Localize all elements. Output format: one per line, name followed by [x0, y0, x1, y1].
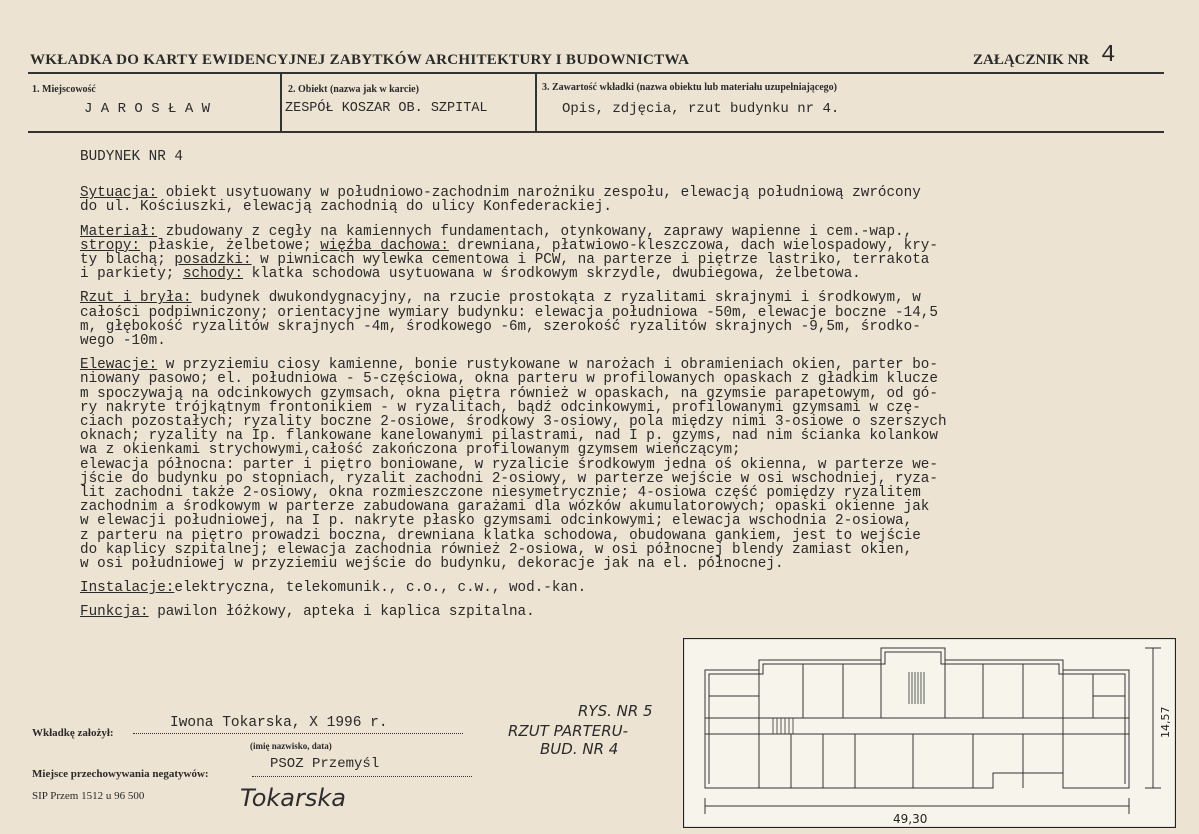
header-rule-bottom [28, 131, 1164, 133]
text-line: m, głębokość ryzalitów skrajnych -4m, środkowego -6m, szerokość ryzalitów skrajnych -9,5m, środko- [80, 318, 921, 335]
storage-dotted-line [252, 776, 472, 778]
text-line: oknach; ryzality na Ip. flankowane kanelowanymi pilastrami, nad I p. gzyms, nad nim ścianka kolankow [80, 428, 938, 445]
text-line: płaskie, żelbetowe; [140, 237, 321, 254]
label-posadzki: posadzki: [174, 252, 252, 269]
field-2-label: 2. Obiekt (nazwa jak w karcie) [288, 84, 419, 95]
field-1-label: 1. Miejscowość [32, 84, 96, 95]
label-stropy: stropy: [80, 237, 141, 254]
annex-label: ZAŁĄCZNIK NR [973, 52, 1090, 68]
text-line: w piwnicach wylewka cementowa i PCW, na parterze i piętrze lastriko, terrakota [251, 252, 930, 269]
text-line: do kaplicy szpitalnej; elewacja zachodnia również 2-osiowa, w osi północnej blendy zamiast okien, [80, 541, 913, 558]
signature: Tokarska [240, 784, 346, 812]
print-info: SIP Przem 1512 u 96 500 [32, 790, 145, 802]
text-line: lit zachodni także 2-osiowy, okna rozmieszczone niesymetrycznie; 4-osiowa część pomiędzy ryzalitem [80, 485, 921, 502]
text-line: m spoczywają na odcinkowych gzymsach, okna piętra również w opaskach, na gzymsie parapetowym, od gó- [80, 385, 938, 402]
storage-value: PSOZ Przemyśl [270, 756, 380, 772]
text-line: pawilon łóżkowy, apteka i kaplica szpitalna. [148, 604, 535, 621]
label-rzut: Rzut i bryła: [80, 290, 192, 307]
drawing-caption-3: BUD. NR 4 [540, 740, 619, 758]
paragraph-instalacje [80, 581, 1100, 595]
text-line: ty blachą; [80, 252, 175, 269]
storage-label: Miejsce przechowywania negatywów: [32, 768, 209, 780]
annex-number: 4 [1101, 42, 1116, 69]
label-material: Materiał: [80, 223, 158, 240]
text-line: ry nakryte trójkątnym frontonikiem - w ryzalitach, bądź odcinkowymi, profilowanymi gzymsami w czę- [80, 399, 921, 416]
paragraph-funkcja [80, 605, 1100, 619]
drawing-caption-1: RYS. NR 5 [578, 702, 653, 720]
text-line: elewacja północna: parter i piętro boniowane, w ryzalicie środkowym jedna oś okienna, w parterze we- [80, 456, 938, 473]
width-dimension-label: 49,30 [893, 812, 928, 826]
author-value: Iwona Tokarska, X 1996 r. [170, 715, 388, 731]
label-funkcja: Funkcja: [80, 604, 149, 621]
text-line: z parteru na piętro prowadzi boczna, drewniana klatka schodowa, obudowana gankiem, jest to wejście [80, 527, 921, 544]
author-dotted-line [133, 733, 463, 735]
section-heading: BUDYNEK NR 4 [80, 149, 183, 165]
label-sytuacja: Sytuacja: [80, 185, 158, 202]
text-line: niowany pasowo; el. południowa - 5-częściowa, okna parteru w profilowanych opaskach z gładkim klucze [80, 371, 938, 388]
author-label: Wkładkę założył: [32, 727, 114, 739]
text-line: ciach pozostałych; ryzality boczne 2-osiowe, środkowy 3-osiowy, pola między nimi 3-osiowe o szerszych [80, 414, 947, 431]
text-line: w przyziemiu ciosy kamienne, bonie rustykowane w narożach i obramieniach okien, parter bo- [157, 357, 938, 374]
text-line: całości podpiwniczony; orientacyjne wymiary budynku: elewacja południowa -50m, elewacje boczne -14,5 [80, 304, 938, 321]
drawing-caption-2: RZUT PARTERU- [508, 722, 629, 740]
text-line: i parkiety; [80, 266, 183, 283]
text-line: zbudowany z cegły na kamiennych fundamentach, otynkowany, zaprawy wapienne i cem.-wap., [157, 223, 913, 240]
label-wiezba: więźba dachowa: [320, 237, 449, 254]
field-2-value: ZESPÓŁ KOSZAR OB. SZPITAL [285, 101, 488, 116]
label-elewacje: Elewacje: [80, 357, 158, 374]
author-hint: (imię nazwisko, data) [250, 741, 332, 751]
text-line: wa z okienkami strychowymi,całość zakończona profilowanym gzymsem wieńczącym; [80, 442, 741, 459]
cell-divider-1 [280, 74, 282, 131]
text-line: wego -10m. [80, 333, 166, 350]
text-line: budynek dwukondygnacyjny, na rzucie prostokąta z ryzalitami skrajnymi i środkowym, w [191, 290, 921, 307]
depth-dimension-label: 14,57 [1159, 706, 1172, 738]
text-line: zachodnim a środkowym w parterze zabudowana garażami dla wózków akumulatorowych; opaski okienne jak [80, 499, 930, 516]
paragraph-rzut [80, 291, 1100, 348]
text-line: do ul. Kościuszki, elewacją zachodnią do ulicy Konfederackiej. [80, 199, 612, 216]
header-rule-top [28, 72, 1164, 74]
cell-divider-2 [535, 74, 537, 131]
text-line: w osi południowej w przyziemiu wejście do budynku, dekoracje jak na el. północnej. [80, 556, 784, 573]
text-line: jście do budynku po stopniach, ryzalit zachodni 2-osiowy, w parterze wejście w osi wschodniej, ryza- [80, 470, 938, 487]
field-3-value: Opis, zdjęcia, rzut budynku nr 4. [562, 101, 840, 117]
text-line: klatka schodowa usytuowana w środkowym skrzydle, dwubiegowa, żelbetowa. [243, 266, 861, 283]
text-line: w elewacji południowej, na I p. nakryte płasko gzymsami odcinkowymi; elewacja wschodnia 2-osiowa, [80, 513, 913, 530]
paragraph-sytuacja [80, 186, 1100, 214]
text-line: elektryczna, telekomunik., c.o., c.w., wod.-kan. [174, 580, 587, 597]
text-line: obiekt usytuowany w południowo-zachodnim narożniku zespołu, elewacją południową zwrócony [157, 185, 921, 202]
form-title: WKŁADKA DO KARTY EWIDENCYJNEJ ZABYTKÓW ARCHITEKTURY I BUDOWNICTWA [30, 52, 690, 68]
field-1-value: J A R O S Ł A W [84, 101, 211, 117]
drawing-frame [684, 639, 1176, 828]
text-line: drewniana, płatwiowo-kleszczowa, dach wielospadowy, kry- [448, 237, 938, 254]
label-schody: schody: [182, 266, 244, 283]
description-body [80, 150, 1100, 620]
label-instalacje: Instalacje: [80, 580, 175, 597]
floor-plan-drawing [683, 638, 1176, 828]
field-3-label: 3. Zawartość wkładki (nazwa obiektu lub materiału uzupełniającego) [542, 82, 838, 93]
paragraph-material [80, 225, 1100, 282]
paragraph-elewacje [80, 358, 1100, 571]
